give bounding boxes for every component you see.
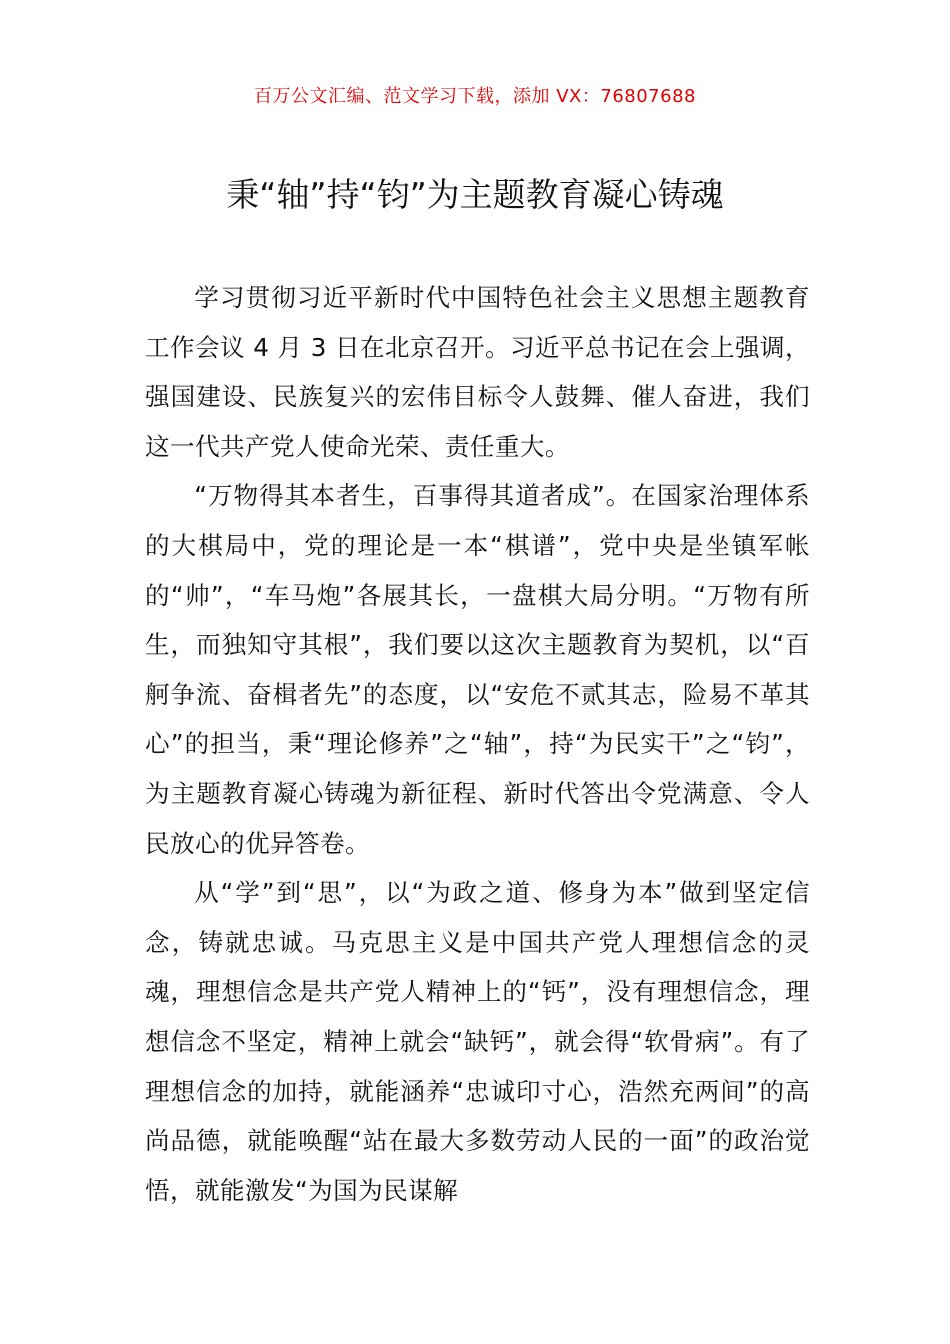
paragraph-1: 学习贯彻习近平新时代中国特色社会主义思想主题教育工作会议 4 月 3 日在北京召开。习近平总书记在会上强调，强国建设、民族复兴的宏伟目标令人鼓舞、催人奋进，我们这一代共产党人使命光荣、责任重大。 xyxy=(145,283,810,461)
document-title: 秉“轴”持“钧”为主题教育凝心铸魂 xyxy=(226,175,724,214)
header-note: 百万公文汇编、范文学习下载，添加 VX：76807688 xyxy=(254,86,696,107)
paragraph-2: “万物得其本者生，百事得其道者成”。在国家治理体系的大棋局中，党的理论是一本“棋谱”，党中央是坐镇军帐的“帅”，“车马炮”各展其长，一盘棋大局分明。“万物有所生，而独知守其根”，我们要以这次主题教育为契机，以“百舸争流、奋楫者先”的态度，以“安危不贰其志，险易不革其心”的担当，秉“理论修养”之“轴”，持“为民实干”之“钧”，为主题教育凝心铸魂为新征程、新时代答出令党满意、令人民放心的优异答卷。 xyxy=(145,481,810,858)
document-body xyxy=(145,273,810,1215)
paragraph-3: 从“学”到“思”，以“为政之道、修身为本”做到坚定信念，铸就忠诚。马克思主义是中国共产党人理想信念的灵魂，理想信念是共产党人精神上的“钙”，没有理想信念，理想信念不坚定，精神上就会“缺钙”，就会得“软骨病”。有了理想信念的加持，就能涵养“忠诚印寸心，浩然充两间”的高尚品德，就能唤醒“站在最大多数劳动人民的一面”的政治觉悟，就能激发“为国为民谋解 xyxy=(145,878,810,1205)
